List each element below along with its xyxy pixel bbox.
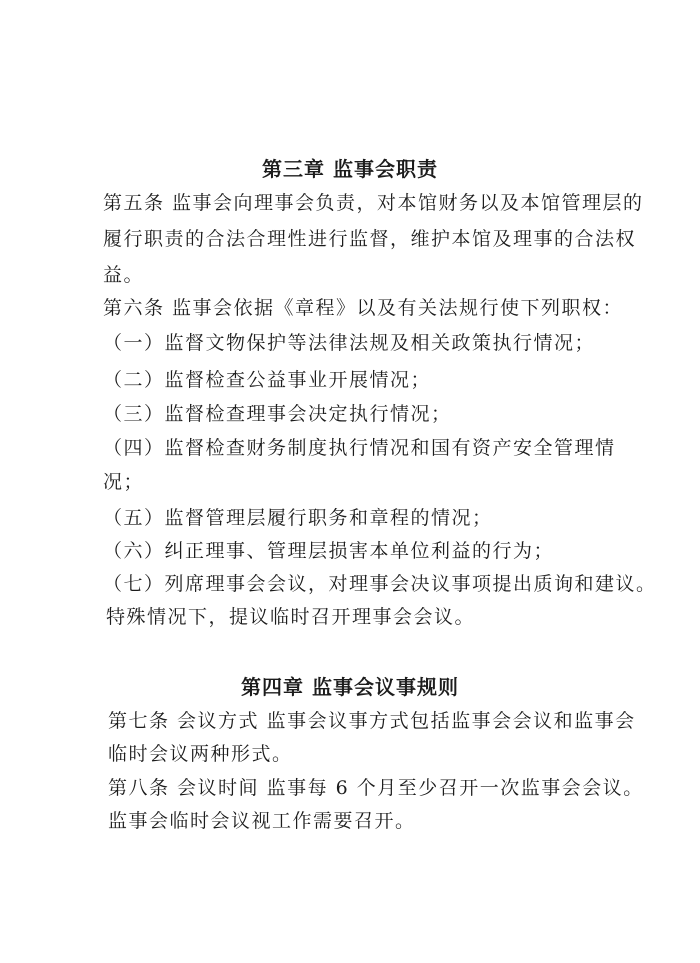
- article-8-line-1: 第八条 会议时间 监事每 6 个月至少召开一次监事会会议。: [108, 777, 644, 799]
- chapter-4-heading: 第四章 监事会议事规则: [241, 675, 459, 699]
- article-5-line-2: 履行职责的合法合理性进行监督，维护本馆及理事的合法权: [103, 228, 637, 250]
- article-5-line-3: 益。: [103, 264, 145, 286]
- article-6-item-1: （一）监督文物保护等法律法规及相关政策执行情况；: [103, 332, 596, 354]
- chapter-3-heading: 第三章 监事会职责: [262, 157, 438, 181]
- article-6-item-6: （六）纠正理事、管理层损害本单位利益的行为；: [103, 540, 555, 562]
- article-6-intro: 第六条 监事会依据《章程》以及有关法规行使下列职权：: [103, 297, 624, 319]
- article-7-line-1: 第七条 会议方式 监事会议事方式包括监事会会议和监事会: [108, 710, 636, 732]
- article-6-item-4: （四）监督检查财务制度执行情况和国有资产安全管理情: [103, 437, 616, 459]
- article-6-item-4-cont: 况；: [103, 471, 145, 493]
- article-6-item-2: （二）监督检查公益事业开展情况；: [103, 369, 432, 391]
- article-5-line-1: 第五条 监事会向理事会负责，对本馆财务以及本馆管理层的: [103, 192, 644, 214]
- article-6-item-3: （三）监督检查理事会决定执行情况；: [103, 403, 452, 425]
- article-6-item-5: （五）监督管理层履行职务和章程的情况；: [103, 507, 493, 529]
- article-7-line-2: 临时会议两种形式。: [108, 743, 293, 765]
- article-6-item-7: （七）列席理事会会议，对理事会决议事项提出质询和建议。: [103, 573, 657, 595]
- article-6-item-7-cont: 特殊情况下，提议临时召开理事会会议。: [106, 606, 476, 628]
- article-8-line-2: 监事会临时会议视工作需要召开。: [108, 810, 416, 832]
